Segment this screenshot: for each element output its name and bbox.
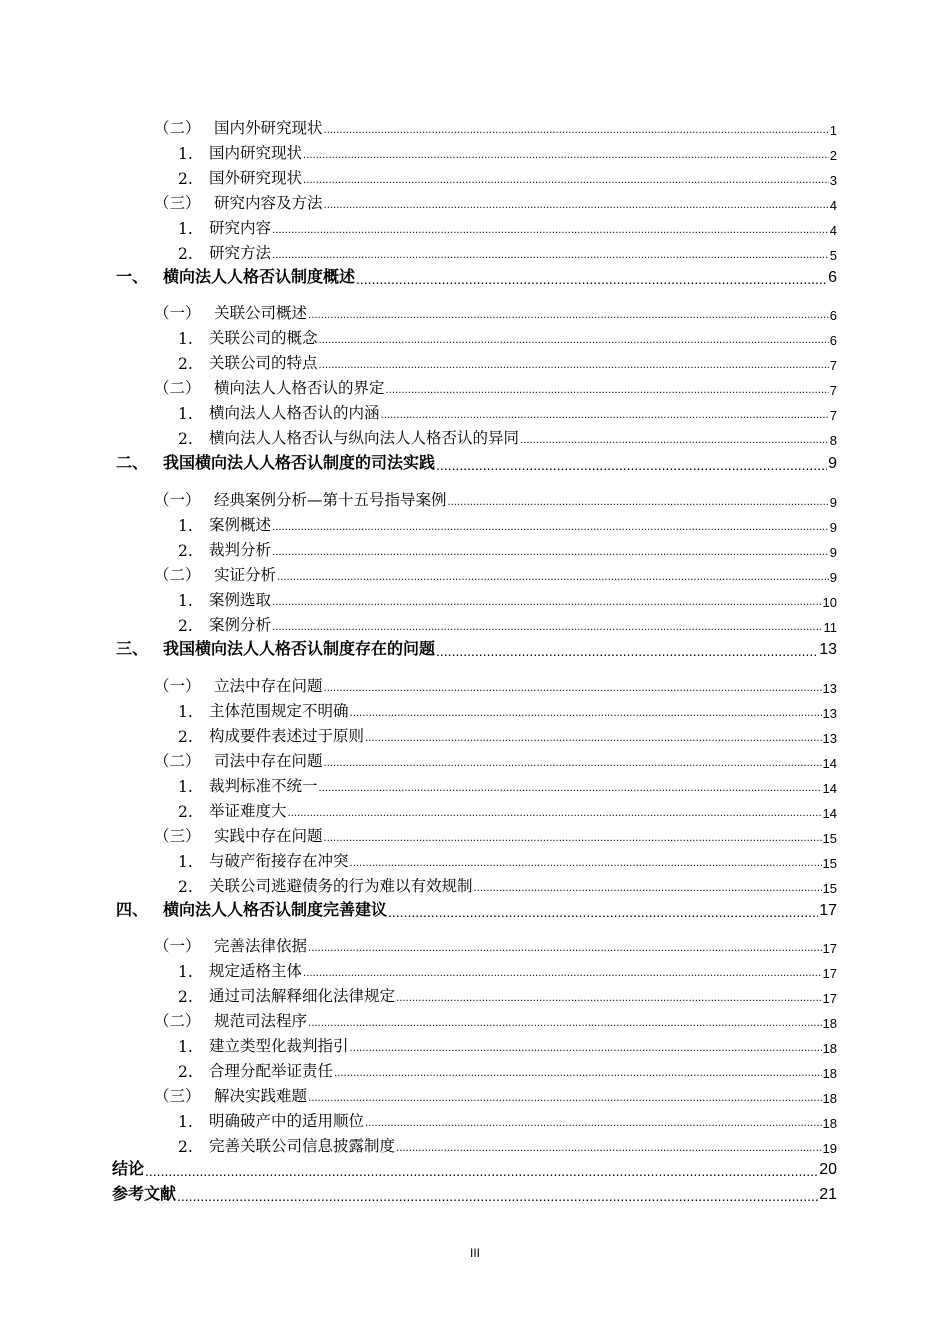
toc-entry-page-number: 4 [829, 223, 837, 238]
toc-entry-number: 2. [178, 1138, 193, 1156]
toc-dot-leader [365, 732, 822, 746]
toc-dot-leader [396, 1142, 822, 1156]
toc-entry-number: 2. [178, 803, 193, 821]
toc-entry-page-number: 9 [829, 545, 837, 560]
toc-entry-title: 案例概述 [209, 516, 272, 534]
toc-entry-number: 1. [178, 145, 193, 163]
toc-entry-number: 三、 [116, 641, 149, 658]
toc-entry[interactable] [178, 217, 837, 238]
toc-entry-page-number: 21 [819, 1186, 837, 1203]
toc-entry-page-number: 6 [829, 308, 837, 323]
toc-entry-number: 1. [178, 853, 193, 871]
toc-entry[interactable] [178, 402, 837, 423]
toc-entry-page-number: 14 [822, 756, 837, 771]
toc-dot-leader [324, 682, 822, 696]
toc-entry-number: 四、 [116, 902, 149, 919]
toc-entry-title: 实践中存在问题 [214, 827, 323, 845]
toc-entry-number: 2. [178, 170, 193, 188]
toc-entry-page-number: 18 [822, 1016, 837, 1031]
toc-entry[interactable] [154, 1010, 837, 1031]
toc-entry-title: 横向法人人格否认制度完善建议 [163, 902, 388, 919]
toc-dot-leader [386, 384, 829, 398]
toc-entry-title: 国外研究现状 [209, 169, 303, 187]
toc-entry-number: （二） [154, 752, 201, 770]
toc-entry-page-number: 15 [822, 881, 837, 896]
toc-entry-title: 关联公司的特点 [209, 354, 318, 372]
toc-entry-page-number: 17 [822, 941, 837, 956]
toc-entry-number: （三） [154, 1087, 201, 1105]
toc-dot-leader [272, 596, 822, 610]
toc-entry[interactable] [154, 935, 837, 956]
toc-entry[interactable] [178, 352, 837, 373]
toc-entry-page-number: 13 [822, 706, 837, 721]
toc-entry-page-number: 18 [822, 1041, 837, 1056]
toc-dot-leader [145, 1163, 818, 1179]
toc-entry-title: 完善关联公司信息披露制度 [209, 1137, 396, 1155]
toc-dot-leader [272, 249, 829, 263]
toc-dot-leader [448, 496, 829, 510]
toc-entry[interactable] [178, 875, 837, 896]
toc-entry-title: 裁判标准不统一 [209, 777, 318, 795]
toc-dot-leader [474, 882, 822, 896]
toc-entry[interactable] [116, 265, 837, 287]
toc-dot-leader [303, 967, 822, 981]
toc-dot-leader [308, 942, 822, 956]
toc-entry-title: 举证难度大 [209, 802, 287, 820]
toc-entry-number: 1. [178, 330, 193, 348]
toc-dot-leader [308, 1017, 822, 1031]
toc-entry[interactable] [116, 898, 837, 920]
toc-entry-title: 立法中存在问题 [214, 677, 323, 695]
toc-entry-number: 1. [178, 703, 193, 721]
toc-entry[interactable] [154, 192, 837, 213]
toc-entry-number: 1. [178, 778, 193, 796]
toc-dot-leader [319, 334, 829, 348]
toc-entry[interactable] [178, 800, 837, 821]
toc-entry[interactable] [116, 637, 837, 659]
toc-entry-page-number: 7 [829, 358, 837, 373]
toc-dot-leader [303, 149, 829, 163]
toc-entry-number: 二、 [116, 455, 149, 472]
toc-entry-page-number: 13 [819, 641, 837, 658]
toc-dot-leader [177, 1188, 818, 1204]
toc-dot-leader [324, 199, 829, 213]
toc-dot-leader [381, 409, 829, 423]
toc-entry-title: 研究方法 [209, 244, 272, 262]
toc-dot-leader [324, 832, 822, 846]
toc-entry-page-number: 9 [829, 520, 837, 535]
toc-dot-leader [303, 174, 829, 188]
toc-entry[interactable] [178, 514, 837, 535]
toc-entry-page-number: 6 [828, 269, 837, 286]
toc-entry[interactable] [178, 1135, 837, 1156]
toc-entry-number: （一） [154, 304, 201, 322]
toc-entry-number: （一） [154, 677, 201, 695]
toc-entry-title: 完善法律依据 [214, 937, 308, 955]
toc-entry-page-number: 7 [829, 383, 837, 398]
toc-entry[interactable] [178, 725, 837, 746]
toc-entry-page-number: 17 [822, 991, 837, 1006]
toc-entry-page-number: 3 [829, 173, 837, 188]
toc-entry-page-number: 5 [829, 248, 837, 263]
toc-entry-number: 1. [178, 517, 193, 535]
toc-dot-leader [308, 309, 829, 323]
toc-entry[interactable] [154, 564, 837, 585]
toc-entry-page-number: 17 [822, 966, 837, 981]
toc-entry[interactable] [178, 850, 837, 871]
toc-entry-page-number: 11 [823, 620, 837, 635]
toc-entry-number: 1. [178, 1113, 193, 1131]
toc-entry[interactable] [154, 302, 837, 323]
toc-entry-page-number: 7 [829, 408, 837, 423]
toc-dot-leader [272, 621, 822, 635]
toc-dot-leader [272, 521, 829, 535]
toc-entry-title: 合理分配举证责任 [209, 1062, 334, 1080]
toc-entry[interactable] [178, 589, 837, 610]
toc-entry[interactable] [178, 1035, 837, 1056]
toc-dot-leader [356, 271, 827, 287]
toc-entry-number: 1. [178, 592, 193, 610]
toc-entry[interactable] [178, 960, 837, 981]
toc-dot-leader [272, 224, 829, 238]
toc-entry[interactable] [154, 117, 837, 138]
toc-entry-number: 2. [178, 878, 193, 896]
toc-entry-number: 1. [178, 405, 193, 423]
toc-entry-title: 规范司法程序 [214, 1012, 308, 1030]
toc-entry-title: 明确破产中的适用顺位 [209, 1112, 365, 1130]
toc-entry-title: 构成要件表述过于原则 [209, 727, 365, 745]
toc-entry-title: 关联公司概述 [214, 304, 308, 322]
toc-dot-leader [272, 546, 829, 560]
toc-entry-number: 2. [178, 1063, 193, 1081]
toc-entry-title: 我国横向法人人格否认制度存在的问题 [163, 641, 436, 658]
toc-entry-page-number: 9 [829, 570, 837, 585]
toc-entry-title: 关联公司的概念 [209, 329, 318, 347]
toc-entry-title: 建立类型化裁判指引 [209, 1037, 349, 1055]
toc-entry-title: 国内研究现状 [209, 144, 303, 162]
toc-entry[interactable] [178, 167, 837, 188]
toc-entry-number: （一） [154, 937, 201, 955]
toc-entry[interactable] [116, 451, 837, 473]
toc-entry-title: 实证分析 [214, 566, 277, 584]
toc-entry-title: 研究内容及方法 [214, 194, 323, 212]
toc-entry-title: 主体范围规定不明确 [209, 702, 349, 720]
toc-entry-title: 研究内容 [209, 219, 272, 237]
toc-entry-title: 结论 [112, 1161, 145, 1178]
toc-entry-title: 案例分析 [209, 616, 272, 634]
toc-entry-page-number: 2 [829, 148, 837, 163]
toc-entry[interactable] [178, 327, 837, 348]
toc-entry[interactable] [178, 700, 837, 721]
toc-entry[interactable] [178, 985, 837, 1006]
toc-entry[interactable] [178, 1060, 837, 1081]
toc-dot-leader [365, 1117, 822, 1131]
toc-entry-title: 国内外研究现状 [214, 119, 323, 137]
toc-entry-title: 案例选取 [209, 591, 272, 609]
toc-entry-title: 横向法人人格否认的内涵 [209, 404, 380, 422]
toc-entry-number: （一） [154, 491, 201, 509]
toc-entry-page-number: 9 [828, 455, 837, 472]
toc-entry-page-number: 15 [822, 856, 837, 871]
toc-entry-title: 解决实践难题 [214, 1087, 308, 1105]
toc-dot-leader [520, 434, 829, 448]
toc-dot-leader [319, 359, 829, 373]
toc-entry-title: 横向法人人格否认与纵向法人人格否认的异同 [209, 429, 520, 447]
toc-entry[interactable] [178, 142, 837, 163]
toc-entry-number: （二） [154, 379, 201, 397]
toc-dot-leader [288, 807, 822, 821]
toc-entry-page-number: 8 [829, 433, 837, 448]
toc-dot-leader [350, 1042, 822, 1056]
toc-dot-leader [334, 1067, 822, 1081]
toc-entry-title: 参考文献 [112, 1186, 177, 1203]
toc-entry-title: 通过司法解释细化法律规定 [209, 987, 396, 1005]
toc-entry[interactable] [178, 775, 837, 796]
toc-entry-page-number: 14 [822, 806, 837, 821]
toc-entry-number: （三） [154, 194, 201, 212]
toc-dot-leader [277, 571, 829, 585]
toc-dot-leader [324, 124, 829, 138]
toc-entry[interactable] [178, 1110, 837, 1131]
toc-entry[interactable] [112, 1182, 837, 1204]
toc-entry-page-number: 19 [822, 1141, 837, 1156]
toc-dot-leader [396, 992, 822, 1006]
toc-entry-number: 2. [178, 542, 193, 560]
toc-entry-page-number: 15 [822, 831, 837, 846]
toc-entry[interactable] [154, 377, 837, 398]
toc-entry[interactable] [112, 1157, 837, 1179]
toc-entry-number: （二） [154, 566, 201, 584]
toc-entry-number: （二） [154, 1012, 201, 1030]
toc-entry-page-number: 1 [829, 123, 837, 138]
toc-entry-title: 横向法人人格否认制度概述 [163, 269, 356, 286]
toc-entry-title: 经典案例分析—第十五号指导案例 [214, 491, 447, 509]
toc-entry-number: 2. [178, 728, 193, 746]
toc-entry-page-number: 18 [822, 1066, 837, 1081]
toc-entry-page-number: 13 [822, 681, 837, 696]
toc-entry-title: 裁判分析 [209, 541, 272, 559]
toc-entry-page-number: 14 [822, 781, 837, 796]
toc-entry-number: （三） [154, 827, 201, 845]
toc-entry-number: （二） [154, 119, 201, 137]
toc-entry-number: 1. [178, 963, 193, 981]
toc-entry-page-number: 20 [819, 1161, 837, 1178]
toc-entry[interactable] [154, 750, 837, 771]
toc-dot-leader [350, 857, 822, 871]
toc-entry[interactable] [178, 539, 837, 560]
toc-entry[interactable] [154, 825, 837, 846]
toc-entry-page-number: 18 [822, 1116, 837, 1131]
toc-entry-page-number: 10 [822, 595, 837, 610]
page-number-footer: III [469, 1246, 480, 1260]
toc-entry-title: 规定适格主体 [209, 962, 303, 980]
toc-dot-leader [436, 643, 818, 659]
toc-entry[interactable] [178, 242, 837, 263]
toc-entry-page-number: 13 [822, 731, 837, 746]
toc-dot-leader [324, 757, 822, 771]
toc-entry-page-number: 9 [829, 495, 837, 510]
toc-entry-title: 我国横向法人人格否认制度的司法实践 [163, 455, 436, 472]
toc-dot-leader [350, 707, 822, 721]
toc-entry-title: 与破产衔接存在冲突 [209, 852, 349, 870]
toc-entry-number: 2. [178, 245, 193, 263]
toc-entry-page-number: 4 [829, 198, 837, 213]
toc-entry-number: 一、 [116, 269, 149, 286]
toc-entry-number: 2. [178, 355, 193, 373]
toc-entry[interactable] [154, 675, 837, 696]
toc-dot-leader [308, 1092, 822, 1106]
toc-entry[interactable] [154, 489, 837, 510]
toc-entry[interactable] [178, 614, 837, 635]
toc-entry-title: 横向法人人格否认的界定 [214, 379, 385, 397]
toc-entry-title: 司法中存在问题 [214, 752, 323, 770]
toc-entry-number: 2. [178, 430, 193, 448]
toc-entry[interactable] [178, 427, 837, 448]
toc-entry-number: 2. [178, 617, 193, 635]
toc-entry-number: 2. [178, 988, 193, 1006]
toc-entry-number: 1. [178, 220, 193, 238]
toc-dot-leader [436, 457, 827, 473]
toc-dot-leader [388, 904, 818, 920]
toc-dot-leader [319, 782, 822, 796]
toc-entry-page-number: 18 [822, 1091, 837, 1106]
toc-entry-number: 1. [178, 1038, 193, 1056]
toc-entry-page-number: 6 [829, 333, 837, 348]
toc-entry[interactable] [154, 1085, 837, 1106]
toc-entry-title: 关联公司逃避债务的行为难以有效规制 [209, 877, 473, 895]
toc-entry-page-number: 17 [819, 902, 837, 919]
